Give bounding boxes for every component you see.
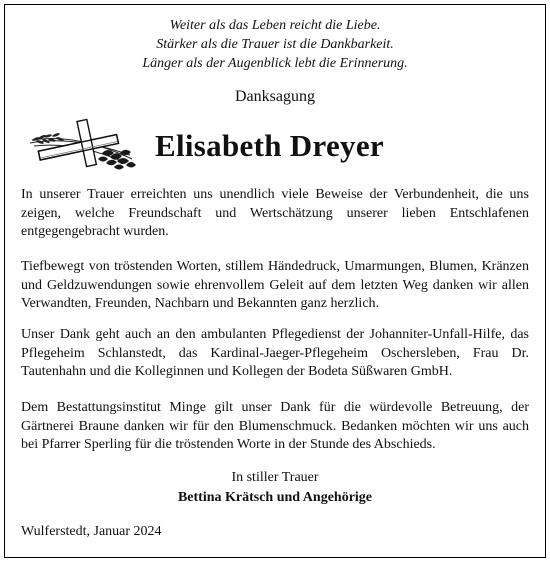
paragraph-2: Tiefbewegt von tröstenden Worten, stillem Händedruck, Umarmungen, Blumen, Kränzen und Geldzuwendungen sowie ehrenvollem Geleit auf dem letzten Weg danken wir allen Verwandten, Freunden, Nachbarn und Bekannten ganz herzlich. <box>21 259 529 311</box>
signers: Bettina Krätsch und Angehörige <box>177 490 373 505</box>
motto-line-3: Länger als der Augenblick lebt die Erinnerung. <box>142 56 408 71</box>
place-date: Wulferstedt, Januar 2024 <box>21 524 162 539</box>
motto-line-1: Weiter als das Leben reicht die Liebe. <box>169 18 381 33</box>
paragraph-4: Dem Bestattungsinstitut Minge gilt unser Dank für die würdevolle Betreuung, der Gärtnerei Braune danken wir für den Blumenschmuck. Bedanken möchten wir uns auch bei Pfarrer Sperling für die tröstenden Worte in der Stunde des Abschieds. <box>21 400 529 452</box>
closing-line: In stiller Trauer <box>231 470 319 485</box>
deceased-name: Elisabeth Dreyer <box>155 128 384 163</box>
motto-verse <box>0 16 550 73</box>
paragraph-1: In unserer Trauer erreichten uns unendlich viele Beweise der Verbundenheit, die uns zeigen, welche Freundschaft und Wertschätzung unserer lieben Entschlafenen entgegengebracht wurden. <box>21 187 529 239</box>
motto-line-2: Stärker als die Trauer ist die Dankbarkeit. <box>156 37 394 52</box>
closing-block <box>0 468 550 508</box>
heading: Danksagung <box>235 88 315 105</box>
cross-with-wheat-icon <box>22 115 140 175</box>
paragraph-3: Unser Dank geht auch an den ambulanten Pflegedienst der Johanniter-Unfall-Hilfe, das Pflegeheim Schlanstedt, das Kardinal-Jaeger-Pflegeheim Oschersleben, Frau Dr. Tautenhahn und die Kolleginnen und Kollegen der Bodeta Süßwaren GmbH. <box>21 327 529 379</box>
